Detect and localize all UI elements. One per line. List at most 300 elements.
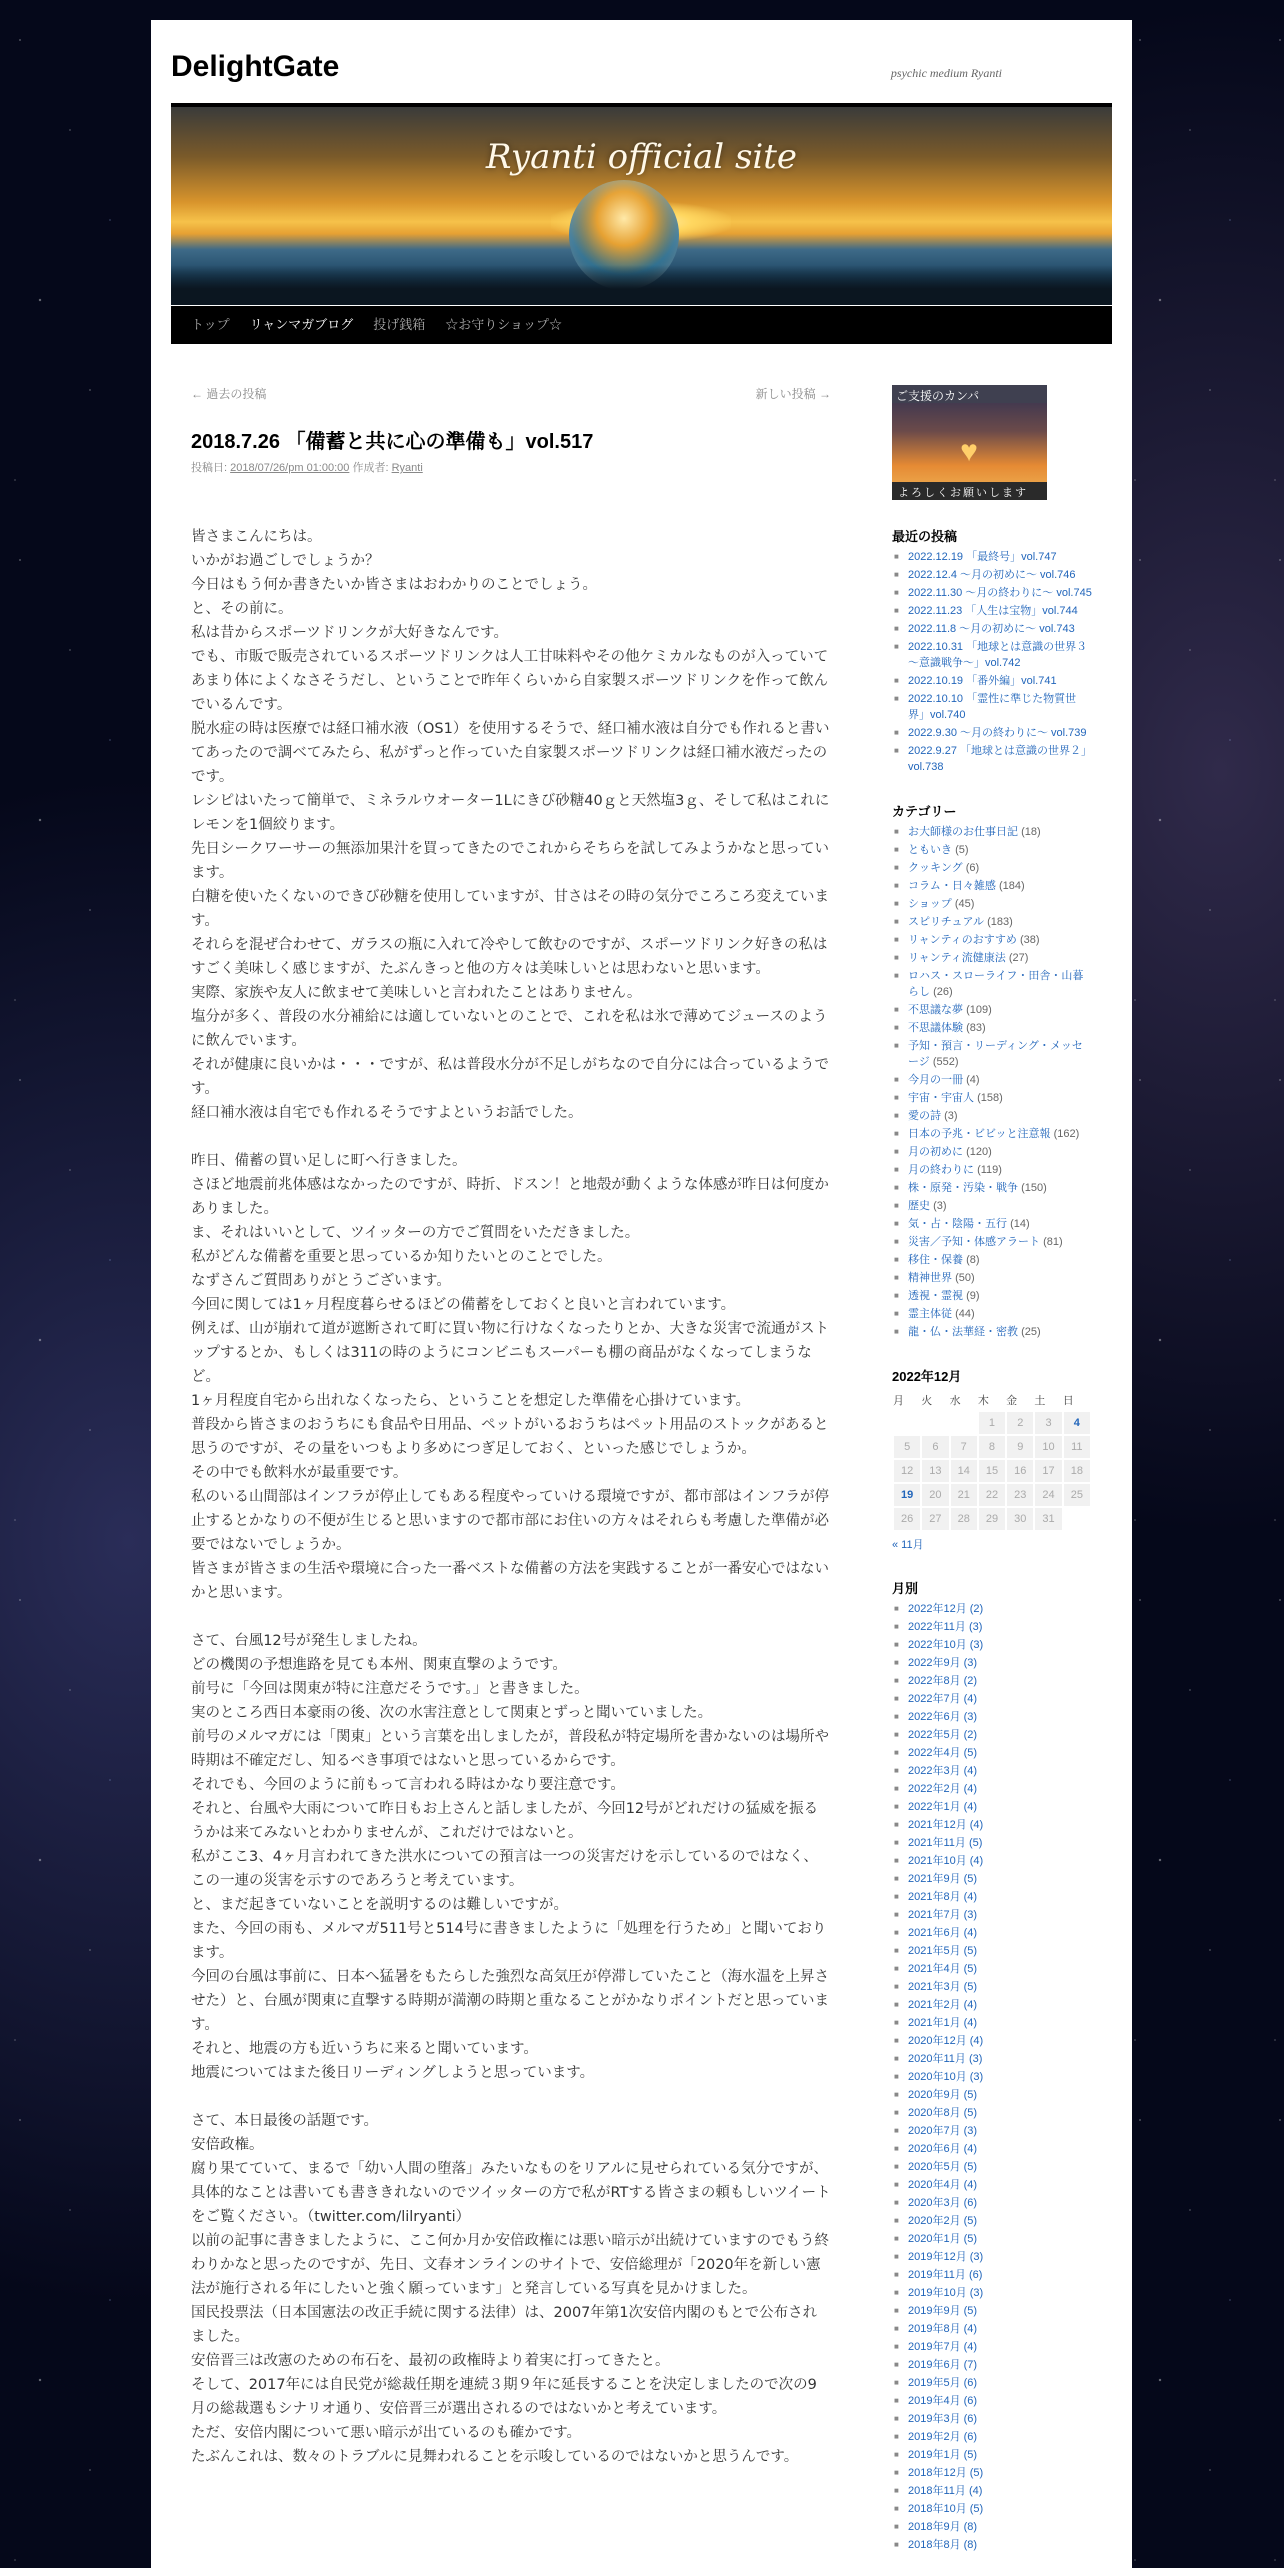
recent-post-item	[892, 621, 1092, 637]
archive-item	[892, 1889, 1092, 1905]
archive-item	[892, 1673, 1092, 1689]
category-count: (18)	[1021, 826, 1041, 838]
archive-item	[892, 1979, 1092, 1995]
calendar-empty-cell	[893, 1411, 921, 1435]
archive-item	[892, 2195, 1092, 2211]
category-item	[892, 1198, 1092, 1214]
archive-item	[892, 1745, 1092, 1761]
recent-post-item	[892, 585, 1092, 601]
category-item	[892, 878, 1092, 894]
category-link[interactable]: 霊主体従	[908, 1308, 952, 1320]
recent-post-link[interactable]: 2022.11.23 「人生は宝物」vol.744	[908, 605, 1078, 617]
banner-text: Ryanti official site	[485, 137, 798, 177]
posted-on-label: 投稿日:	[191, 462, 228, 474]
archive-link[interactable]: 2020年3月 (6)	[908, 2197, 978, 2209]
category-count: (552)	[932, 1056, 959, 1068]
archive-link[interactable]: 2020年1月 (5)	[908, 2233, 978, 2245]
archive-link[interactable]: 2022年9月 (3)	[908, 1657, 978, 1669]
archive-item	[892, 2321, 1092, 2337]
category-link[interactable]: リャンティのおすすめ	[908, 934, 1017, 946]
category-count: (9)	[966, 1290, 980, 1302]
calendar-day: 2	[1006, 1411, 1034, 1435]
post-paragraph: 腐り果てていて、まるで「幼い人間の堕落」みたいなものをリアルに見せられている気分ですが、具体的なことは書いても書ききれないのでツイッターの方で私がRTする皆さまの頼もしいツイートをご覧ください。（twitter.com/lilryanti）	[191, 2161, 831, 2225]
post-paragraph: さて、本日最後の話題です。	[191, 2113, 379, 2129]
category-link[interactable]: 不思議体験	[908, 1022, 963, 1034]
post-paragraph: いかがお過ごしでしょうか？	[191, 553, 380, 569]
recent-post-link[interactable]: 2022.12.19 「最終号」vol.747	[908, 551, 1057, 563]
calendar-day: 16	[1006, 1459, 1034, 1483]
recent-post-link[interactable]: 2022.11.30 ～月の終わりに～ vol.745	[908, 587, 1092, 599]
post-paragraph: それらを混ぜ合わせて、ガラスの瓶に入れて冷やして飲むのですが、スポーツドリンク好きの私はすごく美味しく感じますが、たぶんきっと他の方々は美味しいとは思わないと思います。	[191, 937, 828, 977]
archive-link[interactable]: 2022年2月 (4)	[908, 1783, 978, 1795]
post-paragraph: 昨日、備蓄の買い足しに町へ行きました。	[191, 1153, 467, 1169]
calendar-widget	[892, 1366, 1092, 1552]
archive-link[interactable]: 2019年11月 (6)	[908, 2269, 983, 2281]
category-link[interactable]: ロハス・スローライフ・田舎・山暮らし	[908, 970, 1084, 998]
archive-item	[892, 2393, 1092, 2409]
calendar-weekday: 土	[1034, 1394, 1046, 1407]
post-paragraph: 私がここ3、4ヶ月言われてきた洪水についての預言は一つの災害だけを示しているのではなく、この一連の災害を示すのであろうと考えています。	[191, 1849, 818, 1889]
calendar-day: 15	[978, 1459, 1006, 1483]
category-item	[892, 1090, 1092, 1106]
archive-link[interactable]: 2019年8月 (4)	[908, 2323, 978, 2335]
banner-rocks	[171, 265, 1112, 305]
menu-item-blog[interactable]: リャンマガブログ	[249, 317, 354, 332]
category-count: (4)	[966, 1074, 980, 1086]
archive-link[interactable]: 2018年9月 (8)	[908, 2521, 978, 2533]
archive-item	[892, 1925, 1092, 1941]
archive-link[interactable]: 2021年5月 (5)	[908, 1945, 978, 1957]
category-link[interactable]: クッキング	[908, 862, 963, 874]
archive-link[interactable]: 2020年10月 (3)	[908, 2071, 984, 2083]
post-paragraph: でも、市販で販売されているスポーツドリンクは人工甘味料やその他ケミカルなものが入っていてあまり体によくなさそうだし、ということで昨年くらいから自家製スポーツドリンクを作って飲んでいるんです。	[191, 649, 829, 713]
category-link[interactable]: 不思議な夢	[908, 1004, 963, 1016]
archive-link[interactable]: 2021年10月 (4)	[908, 1855, 984, 1867]
post-paragraph: 国民投票法（日本国憲法の改正手続に関する法律）は、2007年第1次安倍内閣のもとで公布されました。	[191, 2305, 818, 2345]
archive-item	[892, 2015, 1092, 2031]
calendar-prev-month-link[interactable]: « 11月	[892, 1539, 924, 1551]
category-link[interactable]: 災害／予知・体感アラート	[908, 1236, 1040, 1248]
post-paragraph: 先日シークワーサーの無添加果汁を買ってきたのでこれからそちらを試してみようかなと思っています。	[191, 841, 829, 881]
category-count: (27)	[1008, 952, 1029, 964]
calendar-week-row	[893, 1507, 1091, 1531]
archive-link[interactable]: 2019年12月 (3)	[908, 2251, 984, 2263]
archive-link[interactable]: 2022年4月 (5)	[908, 1747, 978, 1759]
recent-post-item	[892, 549, 1092, 565]
support-donation-banner[interactable]	[892, 385, 1047, 500]
archive-item	[892, 2087, 1092, 2103]
category-count: (50)	[955, 1272, 975, 1284]
calendar-week-row	[893, 1459, 1091, 1483]
categories-list	[892, 824, 1092, 1340]
category-item	[892, 1252, 1092, 1268]
archive-link[interactable]: 2019年3月 (6)	[908, 2413, 978, 2425]
category-count: (26)	[933, 986, 953, 998]
recent-post-link[interactable]: 2022.10.10 「霊性に準じた物質世界」vol.740	[908, 693, 1077, 721]
archive-item	[892, 1601, 1092, 1617]
recent-post-item	[892, 673, 1092, 689]
archive-item	[892, 2411, 1092, 2427]
post-paragraph: その中でも飲料水が最重要です。	[191, 1465, 408, 1481]
archive-item	[892, 1871, 1092, 1887]
post-paragraph: 実のところ西日本豪雨の後、次の水害注意として関東とずっと聞いていました。	[191, 1705, 713, 1721]
post-paragraph: 今回に関しては1ヶ月程度暮らせるほどの備蓄をしておくと良いと言われています。	[191, 1297, 736, 1313]
archive-link[interactable]: 2021年4月 (5)	[908, 1963, 978, 1975]
calendar-day: 5	[893, 1435, 921, 1459]
category-count: (83)	[966, 1022, 986, 1034]
post-paragraph: 実際、家族や友人に飲ませて美味しいと言われたことはありません。	[191, 985, 642, 1001]
recent-post-item	[892, 567, 1092, 583]
author-link[interactable]: Ryanti	[391, 462, 423, 474]
archive-link[interactable]: 2022年8月 (2)	[908, 1675, 978, 1687]
category-item	[892, 1126, 1092, 1142]
archive-item	[892, 2213, 1092, 2229]
calendar-day: 1	[978, 1411, 1006, 1435]
archive-link[interactable]: 2019年2月 (6)	[908, 2431, 978, 2443]
post-paragraph: それと、地震の方も近いうちに来ると聞いています。	[191, 2041, 538, 2057]
header-banner	[171, 107, 1112, 305]
calendar-empty-cell	[1063, 1507, 1091, 1531]
post-body	[191, 525, 831, 2469]
archive-link[interactable]: 2020年11月 (3)	[908, 2053, 983, 2065]
archive-item	[892, 2033, 1092, 2049]
calendar-week-row	[893, 1483, 1091, 1507]
calendar-day: 24	[1034, 1483, 1062, 1507]
recent-post-link[interactable]: 2022.12.4 ～月の初めに～ vol.746	[908, 569, 1076, 581]
archives-title: 月別	[892, 1581, 919, 1596]
category-link[interactable]: 透視・霊視	[908, 1290, 963, 1302]
post-paragraph: 皆さまこんにちは。	[191, 529, 322, 545]
archive-item	[892, 2285, 1092, 2301]
archive-link[interactable]: 2021年7月 (3)	[908, 1909, 978, 1921]
archive-link[interactable]: 2019年1月 (5)	[908, 2449, 978, 2461]
category-item	[892, 1002, 1092, 1018]
post-paragraph: 安倍晋三は改憲のための布石を、最初の政権時より着実に打ってきたと。	[191, 2353, 670, 2369]
calendar-day: 27	[921, 1507, 949, 1531]
category-link[interactable]: スピリチュアル	[908, 916, 985, 928]
category-link[interactable]: 今月の一冊	[908, 1074, 963, 1086]
post-navigation	[191, 385, 831, 405]
post-title: 2018.7.26 「備蓄と共に心の準備も」vol.517	[191, 431, 594, 453]
archive-item	[892, 1619, 1092, 1635]
site-title[interactable]: DelightGate	[171, 50, 340, 83]
recent-posts-title: 最近の投稿	[892, 529, 958, 544]
category-item	[892, 1180, 1092, 1196]
archive-link[interactable]: 2020年7月 (3)	[908, 2125, 978, 2137]
categories-title: カテゴリー	[892, 804, 957, 819]
category-item	[892, 1324, 1092, 1340]
category-item	[892, 914, 1092, 930]
archive-item	[892, 2465, 1092, 2481]
archive-item	[892, 1907, 1092, 1923]
category-link[interactable]: ともいき	[908, 844, 952, 856]
archive-link[interactable]: 2019年6月 (7)	[908, 2359, 978, 2371]
post-paragraph	[191, 1125, 831, 1149]
category-count: (25)	[1021, 1326, 1041, 1338]
post-paragraph: ただ、安倍内閣について悪い暗示が出ているのも確かです。	[191, 2425, 582, 2441]
post-paragraph: 前号に「今回は関東が特に注意だそうです。」と書きました。	[191, 1681, 589, 1697]
category-link[interactable]: 日本の予兆・ビビッと注意報	[908, 1128, 1051, 1140]
category-count: (162)	[1053, 1128, 1080, 1140]
archive-link[interactable]: 2021年3月 (5)	[908, 1981, 978, 1993]
archive-link[interactable]: 2019年7月 (4)	[908, 2341, 978, 2353]
calendar-table	[892, 1389, 1092, 1532]
archive-link[interactable]: 2022年10月 (3)	[908, 1639, 984, 1651]
recent-post-item	[892, 603, 1092, 619]
calendar-empty-cell	[950, 1411, 978, 1435]
author-label: 作成者:	[352, 462, 389, 474]
calendar-weekday: 月	[893, 1394, 904, 1407]
archive-item	[892, 2267, 1092, 2283]
calendar-weekday: 日	[1062, 1394, 1074, 1407]
archive-link[interactable]: 2021年11月 (5)	[908, 1837, 983, 1849]
archive-item	[892, 2051, 1092, 2067]
recent-post-link[interactable]: 2022.9.30 ～月の終わりに～ vol.739	[908, 727, 1087, 739]
calendar-day: 3	[1034, 1411, 1062, 1435]
archive-link[interactable]: 2019年10月 (3)	[908, 2287, 984, 2299]
calendar-day[interactable]: 19	[893, 1483, 921, 1507]
archive-link[interactable]: 2020年9月 (5)	[908, 2089, 978, 2101]
archive-item	[892, 2141, 1092, 2157]
category-count: (38)	[1019, 934, 1040, 946]
post-date-link[interactable]: 2018/07/26/pm 01:00:00	[230, 462, 350, 474]
archive-link[interactable]: 2022年12月 (2)	[908, 1603, 984, 1615]
category-link[interactable]: 移住・保養	[908, 1254, 963, 1266]
post-meta	[191, 459, 831, 475]
post-paragraph: レシピはいたって簡単で、ミネラルウオーター1Lにきび砂糖40ｇと天然塩3ｇ、そして私はこれにレモンを1個絞ります。	[191, 793, 830, 833]
category-link[interactable]: 愛の詩	[908, 1110, 941, 1122]
calendar-day: 14	[950, 1459, 978, 1483]
previous-post-link[interactable]: ← 過去の投稿	[191, 387, 267, 401]
archive-link[interactable]: 2022年3月 (4)	[908, 1765, 978, 1777]
post-paragraph: さほど地震前兆体感はなかったのですが、時折、ドスン！と地殻が動くような体感が昨日は何度かありました。	[191, 1177, 829, 1217]
category-link[interactable]: お大師様のお仕事日記	[908, 826, 1018, 838]
category-item	[892, 896, 1092, 912]
archive-item	[892, 2519, 1092, 2535]
category-link[interactable]: コラム・日々雑感	[908, 880, 996, 892]
category-item	[892, 1038, 1092, 1070]
archive-item	[892, 1799, 1092, 1815]
category-item	[892, 932, 1092, 948]
archives-list	[892, 1601, 1092, 2553]
archive-link[interactable]: 2020年4月 (4)	[908, 2179, 978, 2191]
category-item	[892, 1108, 1092, 1124]
archive-item	[892, 2249, 1092, 2265]
calendar-day: 28	[950, 1507, 978, 1531]
post-paragraph: 例えば、山が崩れて道が遮断されて町に買い物に行けなくなったりとか、大きな災害で流通がストップするとか、もしくは311の時のようにコンビニもスーパーも棚の商品がなくなってしまうなど。	[191, 1321, 829, 1385]
category-link[interactable]: 宇宙・宇宙人	[908, 1092, 974, 1104]
archive-item	[892, 2303, 1092, 2319]
archive-link[interactable]: 2021年6月 (4)	[908, 1927, 978, 1939]
archive-link[interactable]: 2018年11月 (4)	[908, 2485, 983, 2497]
calendar-day: 31	[1034, 1507, 1062, 1531]
category-item	[892, 1234, 1092, 1250]
site-description: psychic medium Ryanti	[890, 66, 1002, 80]
archive-item	[892, 2447, 1092, 2463]
category-item	[892, 1020, 1092, 1036]
archive-item	[892, 1997, 1092, 2013]
archive-link[interactable]: 2021年2月 (4)	[908, 1999, 978, 2011]
main-menu	[171, 306, 1112, 344]
calendar-day: 26	[893, 1507, 921, 1531]
category-count: (183)	[987, 916, 1013, 928]
archive-item	[892, 2339, 1092, 2355]
archive-item	[892, 2537, 1092, 2553]
post-paragraph: 脱水症の時は医療では経口補水液（OS1）を使用するそうで、経口補水液は自分でも作れると書いてあったので調べてみたら、私がずっと作っていた自家製スポーツドリンクは経口補水液だったのです。	[191, 721, 830, 785]
calendar-day: 8	[978, 1435, 1006, 1459]
category-link[interactable]: 株・原発・汚染・戦争	[908, 1182, 1018, 1194]
calendar-day: 11	[1063, 1435, 1091, 1459]
category-link[interactable]: 気・占・陰陽・五行	[908, 1218, 1007, 1230]
recent-post-link[interactable]: 2022.10.19 「番外編」vol.741	[908, 675, 1057, 687]
calendar-day: 7	[950, 1435, 978, 1459]
category-count: (109)	[966, 1004, 992, 1016]
calendar-day: 22	[978, 1483, 1006, 1507]
archive-link[interactable]: 2019年9月 (5)	[908, 2305, 978, 2317]
post-paragraph: たぶんこれは、数々のトラブルに見舞われることを示唆しているのではないかと思うんです。	[191, 2449, 799, 2465]
heart-hands-icon: ♥	[960, 435, 978, 468]
category-count: (3)	[944, 1110, 958, 1122]
archive-item	[892, 2123, 1092, 2139]
archive-item	[892, 2375, 1092, 2391]
archive-link[interactable]: 2021年1月 (4)	[908, 2017, 978, 2029]
archive-link[interactable]: 2022年1月 (4)	[908, 1801, 978, 1813]
post-paragraph: それが健康に良いかは・・・ですが、私は普段水分が不足しがちなので自分には合っているようです。	[191, 1057, 829, 1097]
archive-link[interactable]: 2020年8月 (5)	[908, 2107, 978, 2119]
archive-link[interactable]: 2019年4月 (6)	[908, 2395, 978, 2407]
archive-link[interactable]: 2020年6月 (4)	[908, 2143, 978, 2155]
calendar-day: 13	[921, 1459, 949, 1483]
archive-link[interactable]: 2022年11月 (3)	[908, 1621, 983, 1633]
category-link[interactable]: 予知・預言・リーディング・メッセージ	[908, 1040, 1083, 1068]
post-paragraph: 普段から皆さまのおうちにも食品や日用品、ペットがいるおうちはペット用品のストックがあると思うのですが、その量をいつもより多めにつぎ足しておく、といった感じでしょうか。	[191, 1417, 829, 1457]
category-item	[892, 1288, 1092, 1304]
category-link[interactable]: 月の終わりに	[908, 1164, 974, 1176]
archive-item	[892, 2501, 1092, 2517]
archive-link[interactable]: 2018年12月 (5)	[908, 2467, 984, 2479]
post-paragraph: 白糖を使いたくないのできび砂糖を使用していますが、甘さはその時の気分でころころ変えています。	[191, 889, 829, 929]
recent-post-link[interactable]: 2022.11.8 ～月の初めに～ vol.743	[908, 623, 1075, 635]
post-paragraph: と、まだ起きていないことを説明するのは難しいですが。	[191, 1897, 568, 1913]
archive-item	[892, 1961, 1092, 1977]
archive-item	[892, 1835, 1092, 1851]
archive-link[interactable]: 2020年12月 (4)	[908, 2035, 984, 2047]
calendar-weekday: 火	[921, 1394, 933, 1407]
post-paragraph: どの機関の予想進路を見ても本州、関東直撃のようです。	[191, 1657, 567, 1673]
category-count: (6)	[965, 862, 980, 874]
category-item	[892, 1144, 1092, 1160]
archive-link[interactable]: 2020年5月 (5)	[908, 2161, 978, 2173]
post-paragraph	[191, 1605, 831, 1629]
archive-link[interactable]: 2022年6月 (3)	[908, 1711, 978, 1723]
category-link[interactable]: 精神世界	[908, 1272, 952, 1284]
sidebar	[892, 385, 1092, 2555]
category-link[interactable]: 歴史	[908, 1200, 930, 1212]
post-paragraph: 今回の台風は事前に、日本へ猛暑をもたらした強烈な高気圧が停滞していたこと（海水温を上昇させた）と、台風が関東に直撃する時期が満潮の時期と重なることがかなりポイントだと思っています。	[191, 1969, 829, 2033]
category-link[interactable]: リャンティ流健康法	[908, 952, 1006, 964]
archive-link[interactable]: 2021年8月 (4)	[908, 1891, 978, 1903]
support-banner-title: ご支援のカンパ	[892, 385, 1047, 403]
post-paragraph: なずさんご質問ありがとうございます。	[191, 1273, 451, 1289]
archive-link[interactable]: 2018年8月 (8)	[908, 2539, 978, 2551]
category-count: (44)	[955, 1308, 975, 1320]
post-paragraph: 今日はもう何か書きたいか皆さまはおわかりのことでしょう。	[191, 577, 597, 593]
recent-post-link[interactable]: 2022.10.31 「地球とは意識の世界３～意識戦争～」vol.742	[908, 641, 1088, 669]
calendar-day[interactable]: 4	[1063, 1411, 1091, 1435]
recent-post-link[interactable]: 2022.9.27 「地球とは意識の世界２」vol.738	[908, 745, 1092, 773]
calendar-weekday: 水	[949, 1394, 961, 1407]
category-link[interactable]: 龍・仏・法華経・密教	[908, 1326, 1018, 1338]
post-paragraph: それと、台風や大雨について昨日もお上さんと話しましたが、今回12号がどれだけの猛威を振るうかは来てみないとわかりませんが、これだけではないと。	[191, 1801, 819, 1841]
archive-item	[892, 1943, 1092, 1959]
post-paragraph: 前号のメルマガには「関東」という言葉を出しましたが，普段私が特定場所を書かないのは場所や時期は不確定だし、知るべき事項ではないと思っているからです。	[191, 1729, 829, 1769]
archive-link[interactable]: 2020年2月 (5)	[908, 2215, 978, 2227]
archives-widget	[892, 1578, 1092, 2553]
content-area	[191, 385, 831, 2469]
archive-link[interactable]: 2018年10月 (5)	[908, 2503, 984, 2515]
category-count: (8)	[966, 1254, 980, 1266]
calendar-day: 30	[1006, 1507, 1034, 1531]
archive-item	[892, 1637, 1092, 1653]
category-item	[892, 1216, 1092, 1232]
archive-item	[892, 2177, 1092, 2193]
recent-post-item	[892, 743, 1092, 775]
category-item	[892, 1306, 1092, 1322]
post-paragraph: 私がどんな備蓄を重要と思っているか知りたいとのことでした。	[191, 1249, 612, 1265]
calendar-day: 25	[1063, 1483, 1091, 1507]
post-paragraph	[191, 2085, 831, 2109]
calendar-weekday: 木	[977, 1394, 989, 1407]
archive-link[interactable]: 2022年7月 (4)	[908, 1693, 978, 1705]
menu-item-shop[interactable]: ☆お守りショップ☆	[445, 317, 563, 332]
calendar-day: 10	[1034, 1435, 1062, 1459]
archive-link[interactable]: 2021年12月 (4)	[908, 1819, 984, 1831]
post-paragraph: 1ヶ月程度自宅から出れなくなったら、ということを想定した準備を心掛けています。	[191, 1393, 751, 1409]
category-link[interactable]: ショップ	[908, 898, 952, 910]
category-item	[892, 842, 1092, 858]
calendar-day: 6	[921, 1435, 949, 1459]
category-count: (150)	[1021, 1182, 1047, 1194]
post-paragraph: 私のいる山間部はインフラが停止してもある程度やっていける環境ですが、都市部はインフラが停止するとかなりの不便が生じると思いますので都市部にお住いの方々はそれらも考慮した準備が必要ではないでしょうか。	[191, 1489, 829, 1553]
archive-item	[892, 1817, 1092, 1833]
archive-link[interactable]: 2022年5月 (2)	[908, 1729, 978, 1741]
menu-item-donation[interactable]: 投げ銭箱	[373, 317, 426, 332]
post-paragraph: ま、それはいいとして、ツイッターの方でご質問をいただきました。	[191, 1225, 640, 1241]
archive-item	[892, 1655, 1092, 1671]
post-paragraph: 経口補水液は自宅でも作れるそうですよというお話でした。	[191, 1105, 583, 1121]
post-paragraph: と、その前に。	[191, 601, 293, 617]
recent-posts-widget	[892, 526, 1092, 775]
archive-link[interactable]: 2019年5月 (6)	[908, 2377, 978, 2389]
calendar-header-row	[893, 1389, 1091, 1411]
support-banner-caption: よろしくお願いします	[892, 482, 1047, 500]
category-count: (119)	[977, 1164, 1002, 1176]
archive-item	[892, 2105, 1092, 2121]
archive-item	[892, 1691, 1092, 1707]
category-count: (81)	[1043, 1236, 1063, 1248]
post-paragraph: 私は昔からスポーツドリンクが大好きなんです。	[191, 625, 508, 641]
recent-post-item	[892, 639, 1092, 671]
category-item	[892, 1162, 1092, 1178]
archive-item	[892, 2069, 1092, 2085]
menu-item-top[interactable]: トップ	[191, 317, 230, 332]
category-link[interactable]: 月の初めに	[908, 1146, 963, 1158]
category-count: (184)	[998, 880, 1025, 892]
calendar-day: 23	[1006, 1483, 1034, 1507]
archive-link[interactable]: 2021年9月 (5)	[908, 1873, 978, 1885]
category-count: (45)	[954, 898, 975, 910]
next-post-link[interactable]: 新しい投稿 →	[755, 387, 831, 401]
